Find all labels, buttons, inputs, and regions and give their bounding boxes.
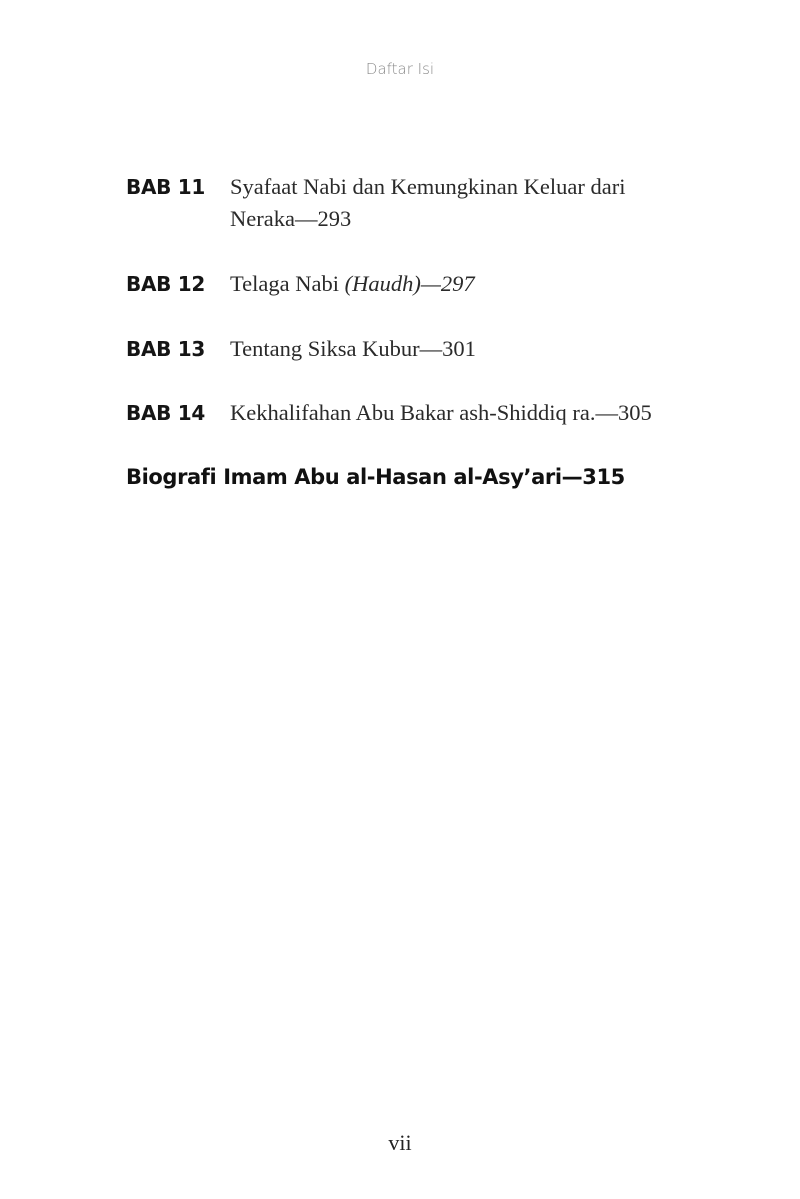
chapter-title: Tentang Siksa Kubur—301: [230, 336, 476, 361]
chapter-title: Kekhalifahan Abu Bakar ash-Shiddiq ra.—305: [230, 400, 652, 425]
chapter-label: BAB 14: [126, 401, 205, 425]
chapter-label: BAB 12: [126, 272, 205, 296]
toc-entry-bab-12[interactable]: [126, 268, 706, 300]
chapter-title: [230, 268, 700, 300]
chapter-title-text: Telaga Nabi: [230, 271, 345, 296]
toc-entry-biografi[interactable]: Biografi Imam Abu al-Hasan al-Asy’ari—315: [126, 465, 625, 489]
running-head: Daftar Isi: [365, 60, 435, 78]
toc-entry-bab-13[interactable]: [126, 333, 706, 365]
chapter-title-italic: (Haudh)—297: [344, 271, 475, 296]
toc-entry-bab-11[interactable]: [126, 171, 706, 235]
chapter-title: [230, 171, 700, 235]
toc-entry-bab-14[interactable]: [126, 397, 706, 429]
chapter-title-line-2: Neraka—293: [230, 206, 352, 231]
chapter-label: BAB 11: [126, 175, 205, 199]
chapter-title-line-1: Syafaat Nabi dan Kemungkinan Keluar dari: [230, 174, 626, 199]
page-number: vii: [388, 1130, 412, 1155]
chapter-label: BAB 13: [126, 337, 205, 361]
